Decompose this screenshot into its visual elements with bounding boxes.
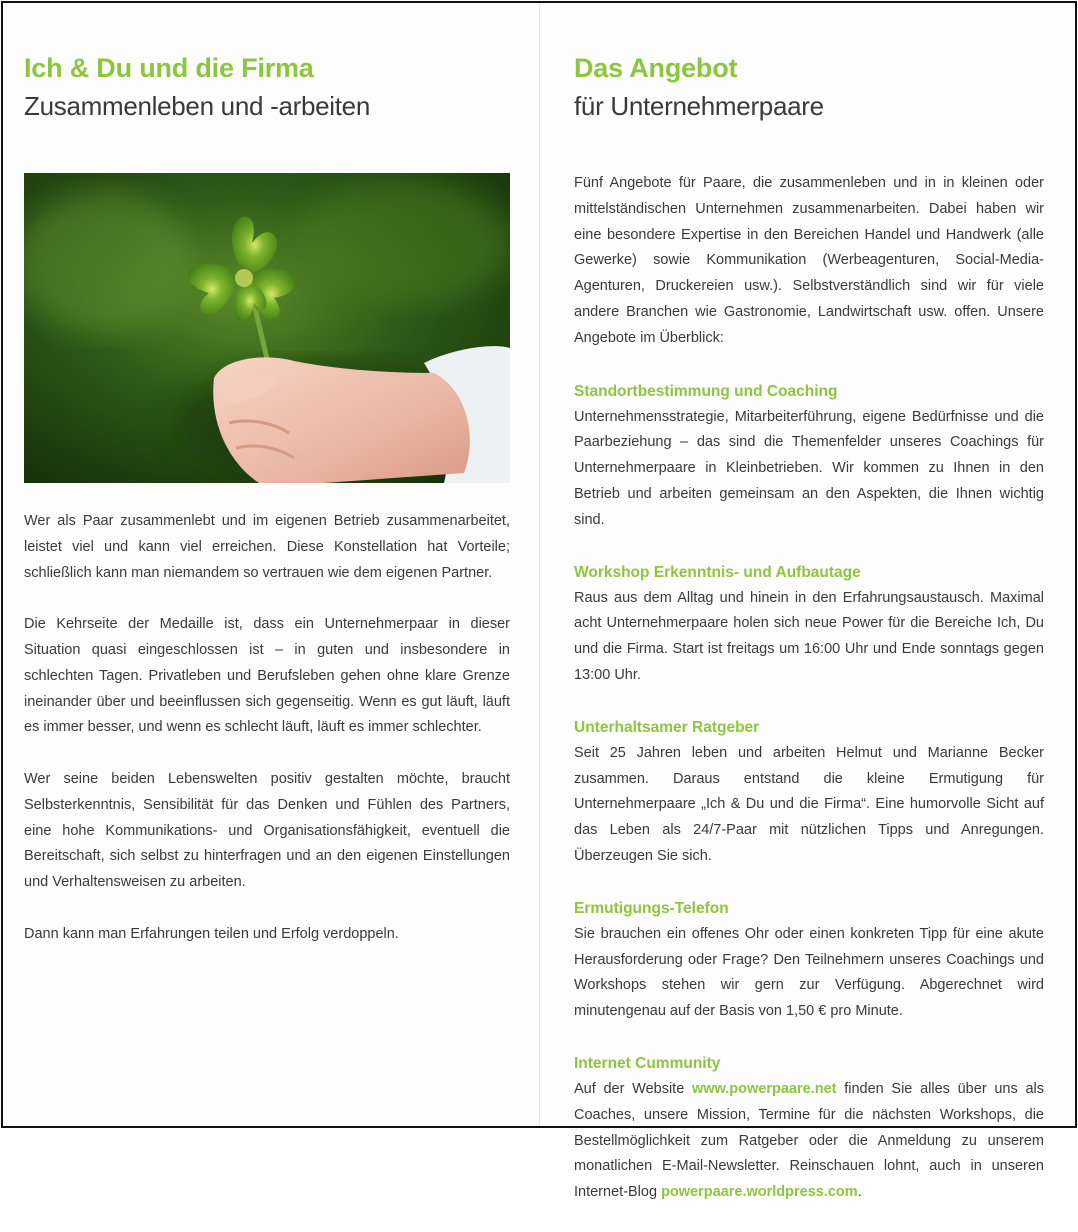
left-paragraph: Dann kann man Erfahrungen teilen und Erfolg verdoppeln.	[24, 925, 399, 942]
offer-heading: Unterhaltsamer Ratgeber	[574, 718, 760, 736]
clover-hand-photo	[24, 173, 510, 483]
right-body	[574, 171, 1044, 1232]
right-subtitle: für Unternehmerpaare	[574, 91, 824, 121]
community-text: Auf der Website	[574, 1080, 692, 1097]
community-heading: Internet Cummunity	[574, 1054, 721, 1072]
left-paragraph: Die Kehrseite der Medaille ist, dass ein Unternehmerpaar in dieser Situation quasi eingeschlossen ist – in guten und insbesondere in schlechten Tagen. Privatleben und Berufsleben gehen ohne klare Grenze ineinander über und beeinflussen sich gegenseitig. Wenn es gut läuft, läuft es immer besser, und wenn es schlecht läuft, läuft es immer schlechter.	[24, 616, 510, 736]
offer-section	[574, 560, 1044, 689]
offer-heading: Workshop Erkenntnis- und Aufbautage	[574, 563, 861, 581]
page-fold	[539, 3, 540, 1126]
community-text: finden Sie alles über uns als Coaches, unsere Mission, Termine für die nächsten Workshops, die Bestellmöglichkeit zum Ratgeber oder die Anmeldung zu unserem monatlichen E-Mail-Newsletter. Reinschauen lohnt, auch in unseren Internet-Blog	[574, 1080, 1044, 1201]
offer-body: Unternehmensstrategie, Mitarbeiterführung, eigene Bedürfnisse und die Paarbeziehung – das sind die Themenfelder unseres Coachings für Unternehmerpaare in Kleinbetrieben. Wir kommen zu Ihnen in den Betrieb und arbeiten gemeinsam an den Aspekten, die Ihnen wichtig sind.	[574, 408, 1044, 528]
left-title: Ich & Du und die Firma	[24, 53, 314, 83]
left-paragraph: Wer als Paar zusammenlebt und im eigenen Betrieb zusammenarbeitet, leistet viel und kann viel erreichen. Diese Konstellation hat Vorteile; schließlich kann man niemandem so vertrauen wie dem eigenen Partner.	[24, 513, 510, 581]
brochure-spread	[1, 1, 1077, 1201]
left-subtitle: Zusammenleben und -arbeiten	[24, 91, 370, 121]
community-body	[574, 1077, 1044, 1206]
left-body	[24, 509, 510, 973]
offer-body: Raus aus dem Alltag und hinein in den Erfahrungsaustausch. Maximal acht Unternehmerpaare holen sich neue Power für die Bereiche Ich, Du und die Firma. Start ist freitags um 16:00 Uhr und Ende sonntags gegen 13:00 Uhr.	[574, 589, 1044, 683]
blog-link[interactable]: powerpaare.worldpress.com	[661, 1184, 858, 1201]
community-section	[574, 1051, 1044, 1206]
offer-body: Seit 25 Jahren leben und arbeiten Helmut und Marianne Becker zusammen. Daraus entstand die kleine Ermutigung für Unternehmerpaare „Ich & Du und die Firma“. Eine humorvolle Sicht auf das Leben als 24/7-Paar mit nützlichen Tipps und Anregungen. Überzeugen Sie sich.	[574, 744, 1044, 864]
offer-heading: Standortbestimmung und Coaching	[574, 382, 838, 400]
offer-heading: Ermutigungs-Telefon	[574, 899, 729, 917]
right-title: Das Angebot	[574, 53, 738, 83]
offer-body: Sie brauchen ein offenes Ohr oder einen konkreten Tipp für eine akute Herausforderung oder Frage? Den Teilnehmern unseres Coachings und Workshops stehen wir gern zur Verfügung. Abgerechnet wird minutengenau auf der Basis von 1,50 € pro Minute.	[574, 925, 1044, 1020]
community-text: .	[857, 1184, 862, 1201]
offer-section	[574, 379, 1044, 534]
offer-section	[574, 715, 1044, 870]
left-paragraph: Wer seine beiden Lebenswelten positiv gestalten möchte, braucht Selbsterkenntnis, Sensibilität für das Denken und Fühlen des Partners, eine hohe Kommunikations- und Organisationsfähigkeit, eventuell die Bereitschaft, sich selbst zu hinterfragen und an den eigenen Einstellungen und Verhaltensweisen zu arbeiten.	[24, 770, 510, 891]
website-link[interactable]: www.powerpaare.net	[691, 1080, 837, 1097]
intro-paragraph: Fünf Angebote für Paare, die zusammenleben und in in kleinen oder mittelständischen Unternehmen zusammenarbeiten. Dabei haben wir eine besondere Expertise in den Bereichen Handel und Handwerk (alle Gewerke) sowie Kommunikation (Werbeagenturen, Social-Media-Agenturen, Druckereien usw.). Selbstverständlich sind wir für viele andere Branchen wie Gastronomie, Landwirtschaft usw. offen. Unsere Angebote im Überblick:	[574, 175, 1044, 346]
offer-section	[574, 896, 1044, 1025]
